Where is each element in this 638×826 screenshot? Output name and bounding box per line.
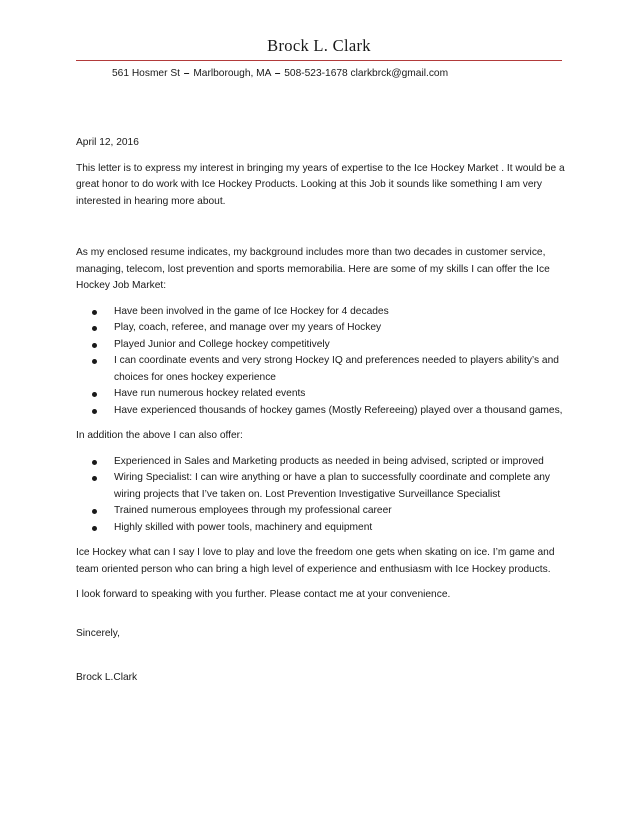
paragraph-passion: Ice Hockey what can I say I love to play and love the freedom one gets when skating on ice. I’m game and team oriented person who can bring a high level of experience and enthusiasm with Ice Hockey products. bbox=[76, 547, 555, 575]
bullet-icon bbox=[92, 509, 97, 514]
separator-2: – bbox=[274, 68, 281, 79]
letter-date: April 12, 2016 bbox=[76, 137, 139, 148]
list-item: Have been involved in the game of Ice Hockey for 4 decades bbox=[76, 304, 566, 321]
city: Marlborough, MA bbox=[193, 68, 271, 79]
sender-name: Brock L. Clark bbox=[267, 36, 371, 55]
paragraph-background: As my enclosed resume indicates, my background includes more than two decades in customer service, managing, telecom, lost prevention and sports memorabilia. Here are some of my skills I can offer the Ice Hockey Job Market: bbox=[76, 247, 550, 291]
list-item: Highly skilled with power tools, machinery and equipment bbox=[76, 520, 566, 537]
list-item: Have run numerous hockey related events bbox=[76, 386, 566, 403]
bullet-icon bbox=[92, 526, 97, 531]
phone: 508-523-1678 bbox=[284, 68, 348, 79]
bullet-icon bbox=[92, 460, 97, 465]
list-item: Played Junior and College hockey competitively bbox=[76, 337, 566, 354]
signature: Brock L.Clark bbox=[76, 672, 138, 683]
paragraph-addition: In addition the above I can also offer: bbox=[76, 430, 243, 441]
bullet-icon bbox=[92, 343, 97, 348]
letter-body bbox=[76, 135, 566, 687]
paragraph-closing: I look forward to speaking with you further. Please contact me at your convenience. bbox=[76, 589, 451, 600]
list-item: Experienced in Sales and Marketing products as needed in being advised, scripted or improved bbox=[76, 454, 566, 471]
paragraph-intro: This letter is to express my interest in bringing my years of expertise to the Ice Hockey Market . It would be a great honor to do work with Ice Hockey Products. Looking at this Job it sounds like something I am very interested in hearing more about. bbox=[76, 162, 565, 207]
address: 561 Hosmer St bbox=[112, 68, 180, 79]
separator-1: – bbox=[183, 68, 190, 79]
bullet-icon bbox=[92, 326, 97, 331]
bullet-icon bbox=[92, 392, 97, 397]
offers-list bbox=[76, 454, 566, 537]
header-rule bbox=[76, 60, 562, 61]
list-item: I can coordinate events and very strong Hockey IQ and preferences needed to players ability’s and choices for ones hockey experience bbox=[76, 353, 566, 386]
skills-list bbox=[76, 304, 566, 420]
list-item: Have experienced thousands of hockey games (Mostly Refereeing) played over a thousand games, bbox=[76, 403, 566, 420]
bullet-icon bbox=[92, 359, 97, 364]
list-item: Trained numerous employees through my professional career bbox=[76, 503, 566, 520]
list-item: Wiring Specialist: I can wire anything or have a plan to successfully coordinate and complete any wiring projects that I’ve taken on. Lost Prevention Investigative Surveillance Specialist bbox=[76, 470, 566, 503]
bullet-icon bbox=[92, 476, 97, 481]
bullet-icon bbox=[92, 310, 97, 315]
bullet-icon bbox=[92, 409, 97, 414]
closing-salutation: Sincerely, bbox=[76, 627, 120, 639]
contact-line bbox=[112, 68, 448, 79]
list-item: Play, coach, referee, and manage over my years of Hockey bbox=[76, 320, 566, 337]
email: clarkbrck@gmail.com bbox=[350, 68, 449, 79]
